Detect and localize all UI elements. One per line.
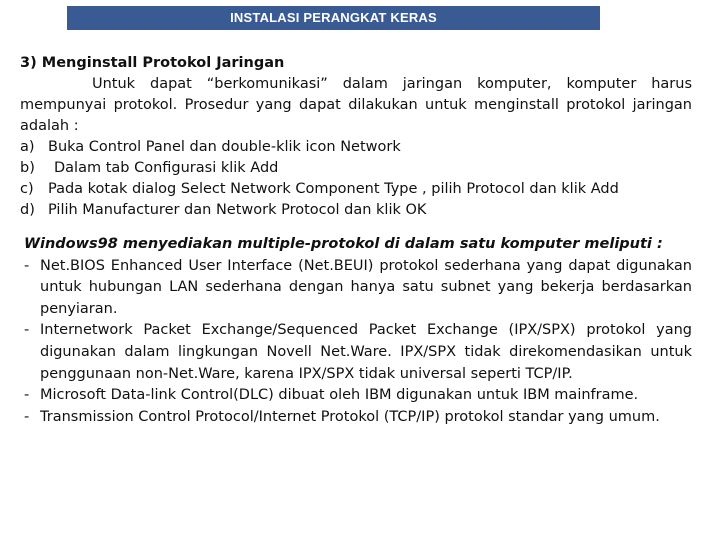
protocol-text: Internetwork Packet Exchange/Sequenced Packet Exchange (IPX/SPX) protokol yang digunakan dalam lingkungan Novell Net.Ware. IPX/SPX tidak direkomendasikan untuk penggunaan non-Net.Ware, karena IPX/SPX tidak universal seperti TCP/IP. — [40, 322, 692, 382]
intro-paragraph-text: Untuk dapat “berkomunikasi” dalam jaringan komputer, komputer harus mempunyai protokol. Prosedur yang dapat dilakukan untuk menginstall protokol jaringan adalah : — [20, 76, 692, 134]
step-text: Pilih Manufacturer dan Network Protocol dan klik OK — [48, 202, 427, 218]
step-item-a — [20, 137, 692, 158]
step-label: a) — [20, 139, 35, 155]
protocol-text: Net.BIOS Enhanced User Interface (Net.BEUI) protokol sederhana yang dapat digunakan untuk hubungan LAN sederhana dengan hanya satu subnet yang bekerja berdasarkan penyiaran. — [40, 257, 692, 317]
bullet-dash: - — [24, 387, 30, 404]
protocol-text: Microsoft Data-link Control(DLC) dibuat oleh IBM digunakan untuk IBM mainframe. — [40, 387, 639, 404]
section-windows98-protocols — [24, 234, 692, 428]
intro-paragraph — [20, 74, 692, 137]
slide-title-banner: INSTALASI PERANGKAT KERAS — [67, 6, 600, 30]
step-text: Dalam tab Configurasi klik Add — [54, 160, 279, 176]
step-text: Pada kotak dialog Select Network Component Type , pilih Protocol dan klik Add — [48, 181, 619, 197]
bullet-dash: - — [24, 257, 30, 274]
step-item-b — [20, 158, 692, 179]
step-label: c) — [20, 181, 34, 197]
protocol-item-ipx-spx — [24, 320, 692, 385]
protocol-text: Transmission Control Protocol/Internet Protokol (TCP/IP) protokol standar yang umum. — [40, 408, 660, 425]
step-label: b) — [20, 160, 35, 176]
protocols-heading: Windows98 menyediakan multiple-protokol di dalam satu komputer meliputi : — [24, 236, 663, 252]
bullet-dash: - — [24, 322, 30, 339]
protocol-item-netbeui — [24, 256, 692, 321]
section-install-protocol — [20, 53, 692, 221]
step-item-d — [20, 200, 692, 221]
protocol-item-dlc — [24, 385, 692, 407]
bullet-dash: - — [24, 408, 30, 425]
step-label: d) — [20, 202, 35, 218]
step-item-c — [20, 179, 692, 200]
step-text: Buka Control Panel dan double-klik icon Network — [48, 139, 401, 155]
protocol-item-tcp-ip — [24, 407, 692, 429]
section-heading: 3) Menginstall Protokol Jaringan — [20, 55, 285, 71]
